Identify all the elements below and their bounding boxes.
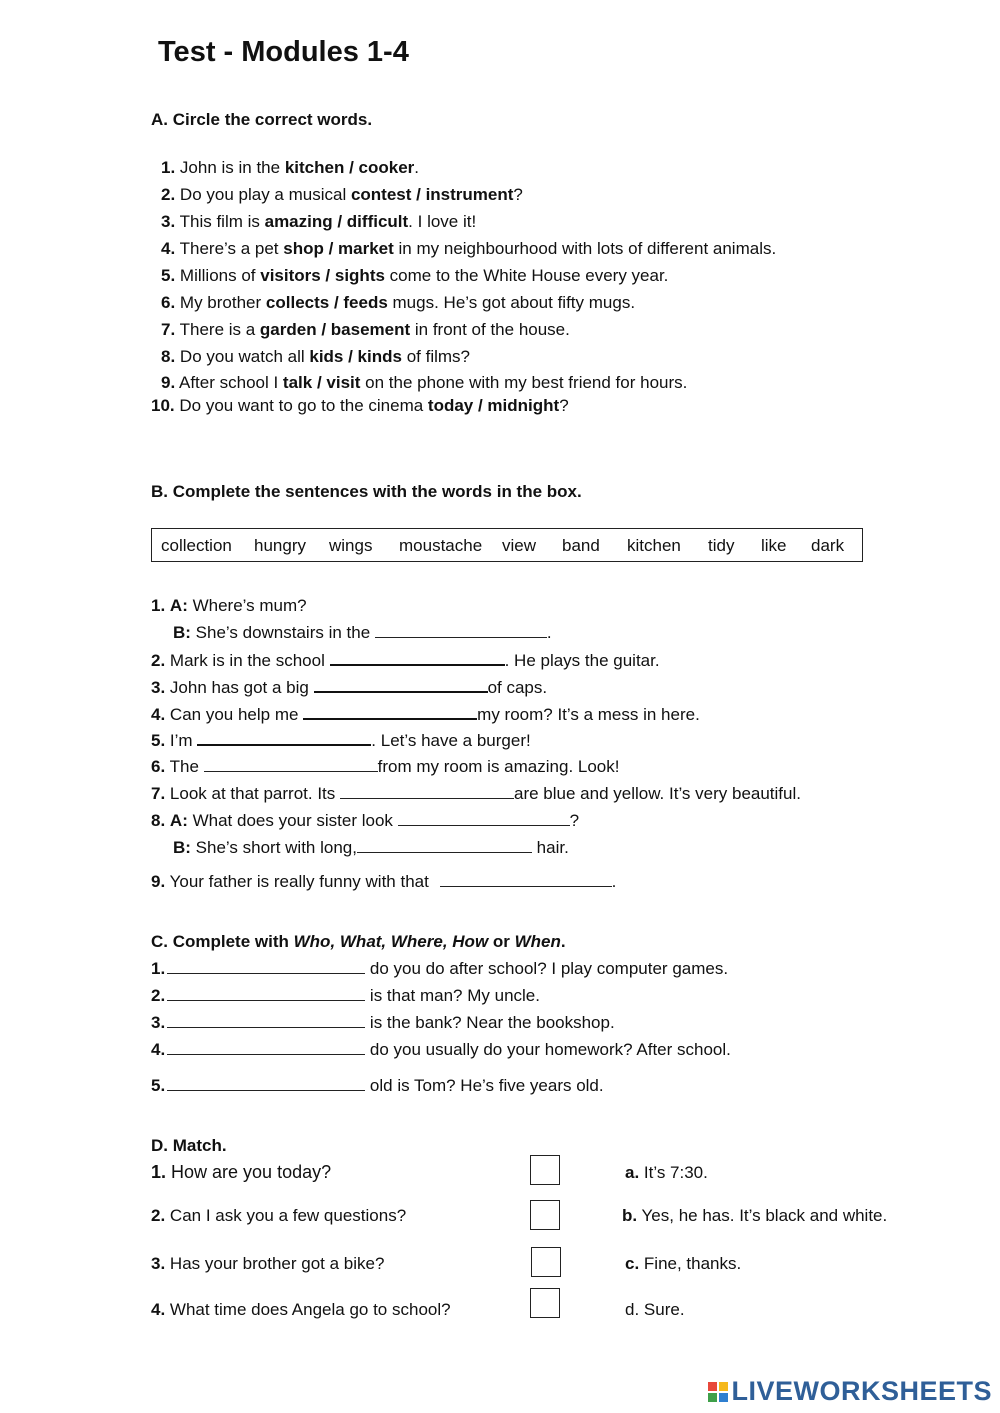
- c-item-1: 1. do you do after school? I play computer games.: [151, 959, 729, 978]
- word-item: kitchen: [627, 536, 681, 555]
- a-choice-3[interactable]: amazing / difficult: [264, 212, 409, 231]
- a-choice-8[interactable]: kids / kinds: [309, 347, 402, 366]
- b-item-8b: B: She’s short with long, hair.: [173, 838, 569, 857]
- a-choice-7[interactable]: garden / basement: [259, 320, 411, 339]
- word-item: collection: [161, 536, 232, 555]
- a-choice-5[interactable]: visitors / sights: [260, 266, 385, 285]
- word-box: [151, 528, 863, 562]
- word-item: wings: [329, 536, 373, 555]
- a-item-2: 2. Do you play a musical contest / instrument?: [161, 185, 523, 204]
- logo-square: [708, 1393, 717, 1402]
- a-item-6: 6. My brother collects / feeds mugs. He’s got about fifty mugs.: [161, 293, 636, 312]
- c-item-3: 3. is the bank? Near the bookshop.: [151, 1013, 615, 1032]
- section-d-heading: D. Match.: [151, 1136, 227, 1155]
- b-item-1b: B: She’s downstairs in the .: [173, 623, 552, 642]
- a-item-8: 8. Do you watch all kids / kinds of films?: [161, 347, 470, 366]
- a-item-7: 7. There is a garden / basement in front of the house.: [161, 320, 570, 339]
- d-question-3: 3. Has your brother got a bike?: [151, 1254, 385, 1273]
- b-item-2: 2. Mark is in the school . He plays the guitar.: [151, 651, 660, 670]
- answer-blank[interactable]: [440, 872, 612, 887]
- answer-blank[interactable]: [167, 1076, 365, 1091]
- a-item-3: 3. This film is amazing / difficult. I love it!: [161, 212, 477, 231]
- d-question-2: 2. Can I ask you a few questions?: [151, 1206, 407, 1225]
- c-item-2: 2. is that man? My uncle.: [151, 986, 540, 1005]
- a-item-4: 4. There’s a pet shop / market in my neighbourhood with lots of different animals.: [161, 239, 777, 258]
- answer-blank[interactable]: [314, 677, 488, 693]
- section-c-heading: C. Complete with Who, What, Where, How or When.: [151, 932, 566, 951]
- answer-blank[interactable]: [398, 811, 570, 826]
- d-question-4: 4. What time does Angela go to school?: [151, 1300, 451, 1319]
- a-item-9: 9. After school I talk / visit on the phone with my best friend for hours.: [161, 373, 688, 392]
- a-choice-6[interactable]: collects / feeds: [265, 293, 388, 312]
- match-box-2[interactable]: [530, 1200, 560, 1230]
- d-answer-d: d. Sure.: [625, 1300, 685, 1319]
- page-title: Test - Modules 1-4: [158, 36, 409, 68]
- word-item: moustache: [399, 536, 483, 555]
- logo-square: [708, 1382, 717, 1391]
- b-item-6: 6. The from my room is amazing. Look!: [151, 757, 620, 776]
- b-item-8a: 8. A: What does your sister look ?: [151, 811, 580, 830]
- c-item-4: 4. do you usually do your homework? After school.: [151, 1040, 731, 1059]
- answer-blank[interactable]: [167, 1013, 365, 1028]
- answer-blank[interactable]: [375, 623, 547, 638]
- logo-text: LIVEWORKSHEETS: [731, 1376, 992, 1406]
- a-choice-9[interactable]: talk / visit: [282, 373, 361, 392]
- b-item-7: 7. Look at that parrot. Its are blue and yellow. It’s very beautiful.: [151, 784, 801, 803]
- answer-blank[interactable]: [330, 650, 505, 666]
- c-item-5: 5. old is Tom? He’s five years old.: [151, 1076, 604, 1095]
- section-a-heading: A. Circle the correct words.: [151, 110, 373, 129]
- word-item: dark: [811, 536, 845, 555]
- b-item-1a: 1. A: Where’s mum?: [151, 596, 307, 615]
- answer-blank[interactable]: [167, 986, 365, 1001]
- b-item-5: 5. I’m . Let’s have a burger!: [151, 731, 531, 750]
- b-item-3: 3. John has got a big of caps.: [151, 678, 548, 697]
- logo-square: [719, 1393, 728, 1402]
- answer-blank[interactable]: [357, 838, 532, 853]
- a-choice-1[interactable]: kitchen / cooker: [284, 158, 415, 177]
- word-item: view: [502, 536, 537, 555]
- a-choice-4[interactable]: shop / market: [283, 239, 394, 258]
- word-item: tidy: [708, 536, 735, 555]
- answer-blank[interactable]: [303, 704, 477, 720]
- d-answer-b: b. Yes, he has. It’s black and white.: [622, 1206, 888, 1225]
- d-answer-c: c. Fine, thanks.: [625, 1254, 742, 1273]
- answer-blank[interactable]: [167, 1040, 365, 1055]
- match-box-3[interactable]: [531, 1247, 561, 1277]
- word-item: hungry: [254, 536, 306, 555]
- answer-blank[interactable]: [167, 959, 365, 974]
- liveworksheets-logo: [708, 1376, 992, 1407]
- logo-icon: [708, 1382, 728, 1402]
- answer-blank[interactable]: [340, 784, 514, 799]
- a-choice-10[interactable]: today / midnight: [427, 396, 560, 415]
- logo-square: [719, 1382, 728, 1391]
- a-item-5: 5. Millions of visitors / sights come to the White House every year.: [161, 266, 669, 285]
- d-question-1: 1. How are you today?: [151, 1162, 332, 1182]
- d-answer-a: a. It’s 7:30.: [625, 1163, 708, 1182]
- word-item: band: [562, 536, 600, 555]
- match-box-1[interactable]: [530, 1155, 560, 1185]
- a-choice-2[interactable]: contest / instrument: [350, 185, 514, 204]
- answer-blank[interactable]: [204, 757, 378, 772]
- a-item-1: 1. John is in the kitchen / cooker.: [161, 158, 419, 177]
- word-item: like: [761, 536, 787, 555]
- answer-blank[interactable]: [197, 730, 371, 746]
- a-item-10: 10. Do you want to go to the cinema today / midnight?: [151, 396, 569, 415]
- b-item-9: 9. Your father is really funny with that .: [151, 872, 617, 891]
- match-box-4[interactable]: [530, 1288, 560, 1318]
- b-item-4: 4. Can you help me my room? It’s a mess in here.: [151, 705, 700, 724]
- section-b-heading: B. Complete the sentences with the words in the box.: [151, 482, 582, 501]
